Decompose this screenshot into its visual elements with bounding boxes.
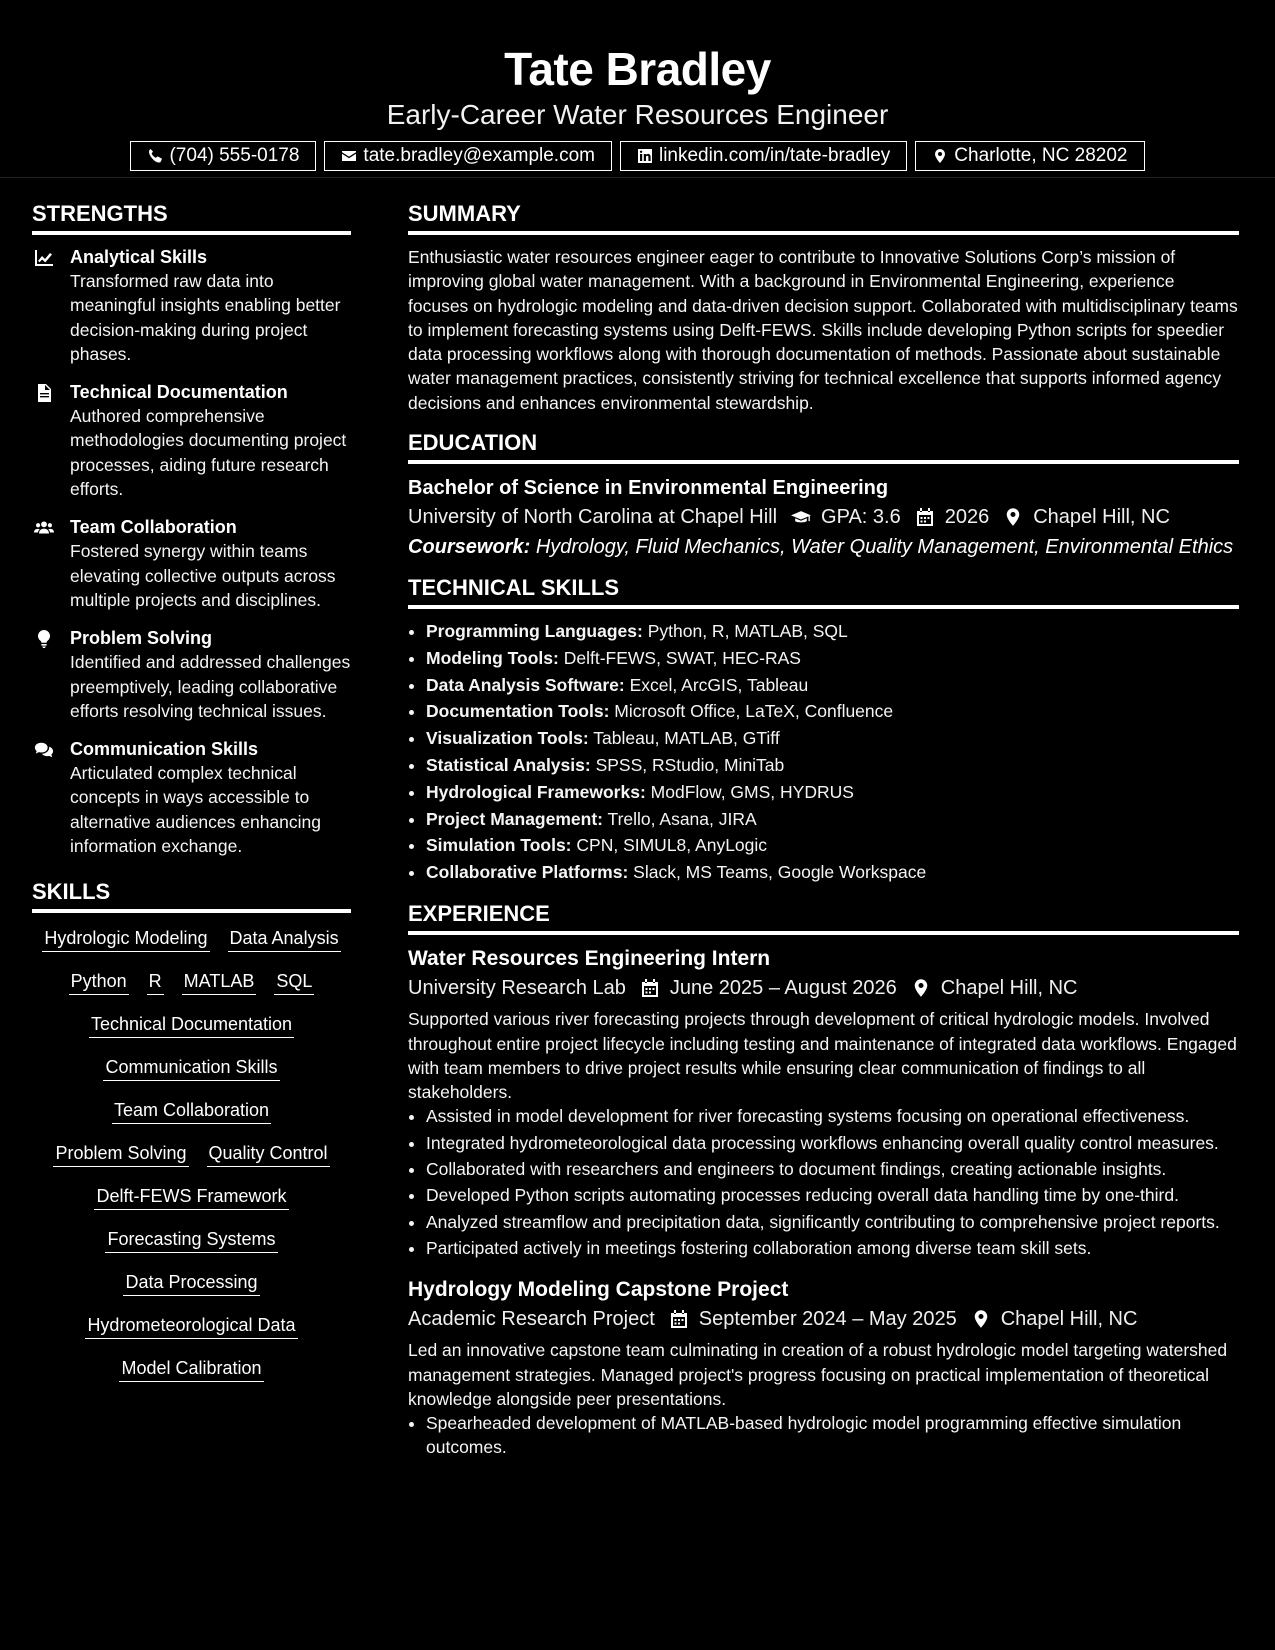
resume-header bbox=[0, 0, 1275, 178]
coursework-list: Hydrology, Fluid Mechanics, Water Quality Management, Environmental Ethics bbox=[535, 536, 1234, 559]
list-item: • Integrated hydrometeorological data processing workflows enhancing overall quality control measures. bbox=[426, 1131, 1239, 1155]
job-bullets bbox=[408, 1411, 1239, 1460]
strength-text: Articulated complex technical concepts in ways accessible to alternative audiences enhancing information exchange. bbox=[70, 763, 322, 857]
envelope-icon bbox=[341, 148, 357, 164]
strength-title: Communication Skills bbox=[70, 739, 259, 760]
document-icon bbox=[34, 383, 54, 403]
education-heading: EDUCATION bbox=[408, 429, 1239, 464]
lightbulb-icon bbox=[34, 629, 54, 649]
skill-tag: Hydrometeorological Data bbox=[85, 1314, 297, 1339]
list-item: • Statistical Analysis: SPSS, RStudio, MiniTab bbox=[426, 753, 1239, 777]
list-item: • Collaborated with researchers and engineers to document findings, creating actionable insights. bbox=[426, 1157, 1239, 1181]
candidate-name: Tate Bradley bbox=[504, 43, 771, 95]
linkedin-text: linkedin.com/in/tate-bradley bbox=[658, 145, 891, 166]
strength-item bbox=[32, 380, 351, 501]
degree-title: Bachelor of Science in Environmental Engineering bbox=[408, 477, 889, 500]
strength-item bbox=[32, 737, 351, 858]
list-item: • Modeling Tools: Delft-FEWS, SWAT, HEC-RAS bbox=[426, 646, 1239, 670]
experience-heading: EXPERIENCE bbox=[408, 900, 1239, 935]
linkedin-icon bbox=[637, 148, 653, 164]
list-item: • Hydrological Frameworks: ModFlow, GMS, HYDRUS bbox=[426, 780, 1239, 804]
skill-tag: Technical Documentation bbox=[89, 1013, 294, 1038]
job-summary: Led an innovative capstone team culminating in creation of a robust hydrologic model targeting watershed management strategies. Managed project's progress focusing on practical implementation of theoretical knowledge alongside peer presentations. bbox=[408, 1340, 1228, 1409]
list-item: • Programming Languages: Python, R, MATLAB, SQL bbox=[426, 619, 1239, 643]
job-bullets bbox=[408, 1104, 1239, 1260]
skill-tag: Forecasting Systems bbox=[105, 1228, 277, 1253]
strength-title: Technical Documentation bbox=[70, 382, 288, 403]
graduation-cap-icon bbox=[791, 507, 811, 527]
location-text: Charlotte, NC 28202 bbox=[954, 145, 1128, 166]
skill-tag: Problem Solving bbox=[53, 1142, 188, 1167]
calendar-icon bbox=[915, 507, 935, 527]
strength-text: Fostered synergy within teams elevating collective outputs across multiple projects and disciplines. bbox=[70, 541, 336, 610]
candidate-title: Early-Career Water Resources Engineer bbox=[386, 99, 889, 130]
list-item: • Documentation Tools: Microsoft Office, LaTeX, Confluence bbox=[426, 699, 1239, 723]
list-item: • Developed Python scripts automating processes reducing overall data handling time by one-third. bbox=[426, 1183, 1239, 1207]
skill-tag: SQL bbox=[274, 970, 314, 995]
right-column bbox=[408, 178, 1239, 1476]
calendar-icon bbox=[640, 978, 660, 998]
job-title: Water Resources Engineering Intern bbox=[408, 947, 771, 971]
gpa-text: GPA: 3.6 bbox=[821, 506, 901, 529]
strength-item bbox=[32, 515, 351, 612]
users-icon bbox=[34, 518, 54, 538]
list-item: • Project Management: Trello, Asana, JIRA bbox=[426, 807, 1239, 831]
education-meta bbox=[408, 502, 1239, 532]
skills-tag-cloud bbox=[32, 923, 351, 1400]
list-item: • Spearheaded development of MATLAB-based hydrologic model programming effective simulation outcomes. bbox=[426, 1411, 1239, 1460]
list-item: • Visualization Tools: Tableau, MATLAB, GTiff bbox=[426, 726, 1239, 750]
job-meta bbox=[408, 1304, 1239, 1334]
contact-location[interactable] bbox=[915, 141, 1144, 171]
job-entry bbox=[408, 1276, 1239, 1459]
job-summary: Supported various river forecasting projects through development of critical hydrologic models. Involved throughout entire project lifecycle including testing and maintenance of integrated data workflows. Engaged with team members to drive project results while ensuring clear communication of findings to all stakeholders. bbox=[408, 1009, 1237, 1103]
map-pin-icon bbox=[971, 1309, 991, 1329]
strength-item bbox=[32, 245, 351, 366]
map-pin-icon bbox=[911, 978, 931, 998]
chart-line-icon bbox=[34, 248, 54, 268]
list-item: • Collaborative Platforms: Slack, MS Teams, Google Workspace bbox=[426, 860, 1239, 884]
skill-tag: Hydrologic Modeling bbox=[42, 927, 209, 952]
strength-title: Team Collaboration bbox=[70, 517, 237, 538]
job-dates: September 2024 – May 2025 bbox=[698, 1308, 957, 1331]
technical-skills-heading: TECHNICAL SKILLS bbox=[408, 574, 1239, 609]
contact-bar bbox=[0, 141, 1275, 171]
job-entry bbox=[408, 945, 1239, 1260]
contact-phone[interactable] bbox=[130, 141, 316, 171]
skills-heading: SKILLS bbox=[32, 878, 351, 913]
job-title: Hydrology Modeling Capstone Project bbox=[408, 1278, 789, 1302]
comments-icon bbox=[34, 740, 54, 760]
calendar-icon bbox=[669, 1309, 689, 1329]
strength-text: Identified and addressed challenges preemptively, leading collaborative efforts resolving technical issues. bbox=[70, 652, 351, 721]
strength-title: Problem Solving bbox=[70, 628, 213, 649]
job-org: University Research Lab bbox=[408, 977, 626, 1000]
school-location: Chapel Hill, NC bbox=[1033, 506, 1170, 529]
strength-item bbox=[32, 626, 351, 723]
list-item: • Simulation Tools: CPN, SIMUL8, AnyLogic bbox=[426, 833, 1239, 857]
skill-tag: Python bbox=[69, 970, 129, 995]
skill-tag: Team Collaboration bbox=[112, 1099, 271, 1124]
strength-text: Authored comprehensive methodologies documenting project processes, aiding future research efforts. bbox=[70, 406, 347, 500]
list-item: • Data Analysis Software: Excel, ArcGIS, Tableau bbox=[426, 673, 1239, 697]
skill-tag: Data Processing bbox=[123, 1271, 259, 1296]
summary-heading: SUMMARY bbox=[408, 200, 1239, 235]
graduation-year: 2026 bbox=[944, 506, 990, 529]
skill-tag: R bbox=[147, 970, 164, 995]
job-org: Academic Research Project bbox=[408, 1308, 655, 1331]
job-location: Chapel Hill, NC bbox=[1000, 1308, 1138, 1331]
skill-tag: Quality Control bbox=[207, 1142, 330, 1167]
skill-tag: Model Calibration bbox=[119, 1357, 263, 1382]
job-location: Chapel Hill, NC bbox=[940, 977, 1078, 1000]
contact-linkedin[interactable] bbox=[620, 141, 907, 171]
skill-tag: MATLAB bbox=[182, 970, 257, 995]
phone-icon bbox=[147, 148, 163, 164]
strengths-heading: STRENGTHS bbox=[32, 200, 351, 235]
list-item: • Analyzed streamflow and precipitation data, significantly contributing to comprehensive project reports. bbox=[426, 1210, 1239, 1234]
skill-tag: Data Analysis bbox=[228, 927, 341, 952]
phone-text: (704) 555-0178 bbox=[169, 145, 300, 166]
strength-title: Analytical Skills bbox=[70, 247, 208, 267]
job-meta bbox=[408, 973, 1239, 1003]
skill-tag: Delft-FEWS Framework bbox=[94, 1185, 288, 1210]
list-item: • Participated actively in meetings fostering collaboration among diverse team skill sets. bbox=[426, 1236, 1239, 1260]
contact-email[interactable] bbox=[324, 141, 612, 171]
skill-tag: Communication Skills bbox=[103, 1056, 279, 1081]
summary-text: Enthusiastic water resources engineer eager to contribute to Innovative Solutions Corp’s mission of improving global water management. With a background in Environmental Engineering, experience focuses on hydrologic modeling and data-driven decision support. Collaborated with multidisciplinary teams to implement forecasting systems using Delft-FEWS. Skills include developing Python scripts for speedier data processing workflows along with thorough documentation of methods. Passionate about sustainable water management practices, consistently striving for technical excellence that supports informed agency decisions and enhances environmental stewardship. bbox=[408, 247, 1238, 413]
job-dates: June 2025 – August 2026 bbox=[669, 977, 897, 1000]
strength-text: Transformed raw data into meaningful insights enabling better decision-making during project phases. bbox=[70, 271, 341, 364]
map-pin-icon bbox=[932, 148, 948, 164]
left-column bbox=[32, 178, 351, 1476]
coursework bbox=[408, 532, 1239, 562]
map-pin-icon bbox=[1003, 507, 1023, 527]
technical-skills-list bbox=[408, 619, 1239, 884]
list-item: • Assisted in model development for river forecasting systems focusing on operational effectiveness. bbox=[426, 1104, 1239, 1128]
coursework-label: Coursework: bbox=[408, 536, 531, 559]
school-name: University of North Carolina at Chapel Hill bbox=[408, 506, 778, 529]
email-text: tate.bradley@example.com bbox=[363, 145, 595, 166]
